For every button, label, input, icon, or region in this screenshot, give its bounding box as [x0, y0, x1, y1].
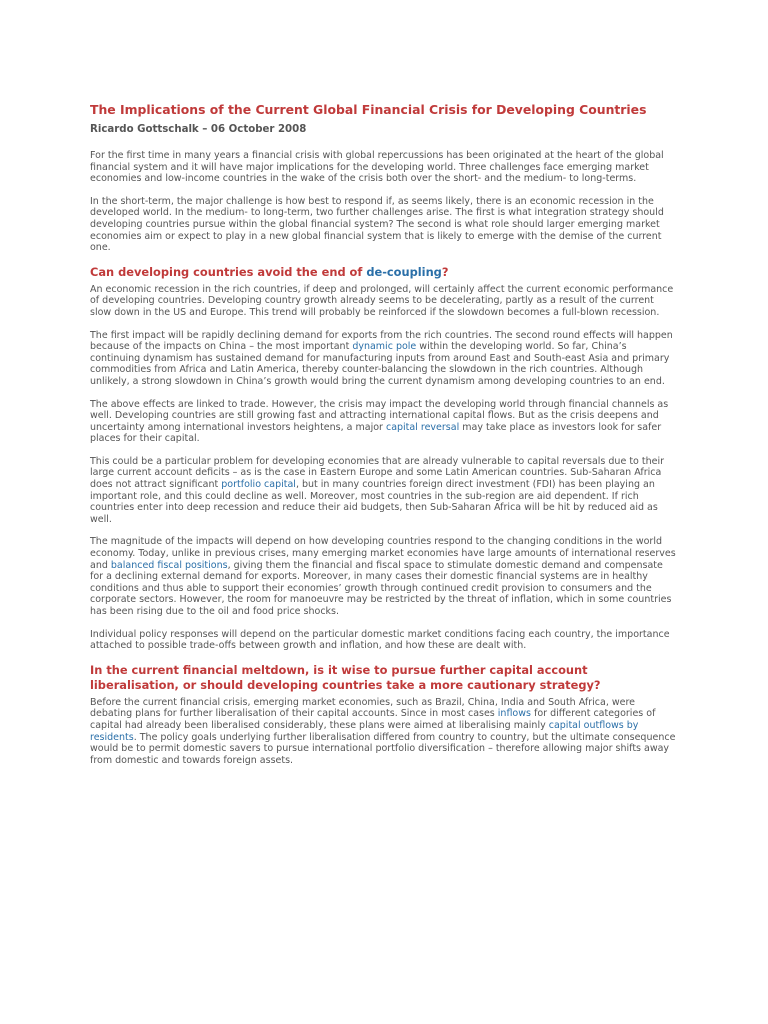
paragraph-text: The above effects are linked to trade. However, the crisis may impact the developing world through financial channels as well. Developing countries are still growing fast and attracting international capital flows. But as the crisis deepens and uncertainty among international investors heightens, a major [90, 398, 669, 433]
article-byline: Ricardo Gottschalk – 06 October 2008 [90, 124, 307, 135]
paragraph-text: , giving them the financial and fiscal space to stimulate domestic demand and compensate for a declining external demand for exports. Moreover, in many cases their domestic financial systems are in healthy conditions and thus able to support their economies’ growth through continued credit provision to consumers and the corporate sectors. However, the room for manoeuvre may be restricted by the threat of inflation, which in some countries has been rising due to the oil and food price shocks. [90, 559, 672, 617]
link-capital-outflows-by-residents[interactable]: capital outflows by residents [90, 719, 639, 743]
paragraph-text: , but in many countries foreign direct investment (FDI) has been playing an important role, and this could decline as well. Moreover, most countries in the sub-region are aid dependent. If rich countries enter into deep recession and reduce their aid budgets, then Sub-Saharan Africa will be hit by reduced aid as well. [90, 479, 658, 525]
link-dynamic-pole[interactable]: dynamic pole [352, 341, 417, 353]
paragraph-recession: An economic recession in the rich countries, if deep and prolonged, will certainly affect the current economic performance of developing countries. Developing country growth already seems to be decelerating, partly as a result of the current slow down in the US and Europe. This trend will probably be reinforced if the slowdown becomes a full-blown recession. [90, 283, 674, 318]
paragraph-first-impact [90, 330, 678, 388]
article-title: The Implications of the Current Global Financial Crisis for Developing Countries [90, 102, 647, 117]
paragraph-text: The first impact will be rapidly declining demand for exports from the rich countries. The second round effects will happen because of the impacts on China – the most important [90, 329, 673, 353]
paragraph-intro-2: In the short-term, the major challenge is how best to respond if, as seems likely, there is an economic recession in the developed world. In the medium- to long-term, two further challenges arise. The first is what integration strategy should developing countries pursue within the global financial system? The second is what role should larger emerging market economies aim or expect to play in a new global financial system that is likely to emerge with the demise of the current one. [90, 195, 664, 254]
article [90, 102, 678, 777]
paragraph-vulnerable-economies [90, 456, 678, 526]
heading-text-end: ? [441, 264, 449, 279]
heading-text: Can developing countries avoid the end of [90, 264, 367, 279]
section-heading-decoupling [90, 265, 678, 280]
paragraph-text: within the developing world. So far, China’s continuing dynamism has sustained demand for manufacturing inputs from around East and South-east Asia and primary commodities from Africa and Latin America, thereby counter-balancing the slowdown in the rich countries. Although unlikely, a strong slowdown in China’s growth would bring the current dynamism among developing countries to an end. [90, 341, 670, 387]
paragraph-text: may take place as investors look for safer places for their capital. [90, 421, 662, 445]
paragraph-text: This could be a particular problem for developing economies that are already vulnerable to capital reversals due to their large current account deficits – as is the case in Eastern Europe and some Latin American countries. Sub-Saharan Africa does not attract significant [90, 455, 665, 491]
link-de-coupling[interactable]: de-coupling [366, 264, 442, 279]
paragraph-text: . The policy goals underlying further liberalisation differed from country to country, but the ultimate consequence would be to permit domestic savers to pursue international portfolio diversification – therefore allowing major shifts away from domestic and towards foreign assets. [90, 731, 676, 766]
paragraph-text: for different categories of capital had already been liberalised considerably, these plans were aimed at liberalising mainly [90, 708, 656, 731]
link-portfolio-capital[interactable]: portfolio capital [221, 479, 296, 491]
section-heading-liberalisation: In the current financial meltdown, is it wise to pursue further capital account liberalisation, or should developing countries take a more cautionary strategy? [90, 662, 601, 692]
paragraph-policy-responses: Individual policy responses will depend on the particular domestic market conditions facing each country, the importance attached to possible trade-offs between growth and inflation, and how these are dealt with. [90, 628, 670, 652]
link-balanced-fiscal-positions[interactable]: balanced fiscal positions [110, 559, 228, 571]
paragraph-text: Before the current financial crisis, emerging market economies, such as Brazil, China, India and South Africa, were debating plans for further liberalisation of their capital accounts. Since in most cases [90, 696, 636, 720]
link-capital-reversal[interactable]: capital reversal [385, 421, 460, 433]
paragraph-intro-1: For the first time in many years a financial crisis with global repercussions has been originated at the heart of the global financial system and it will have major implications for the developing world. Three challenges face emerging market economies and low-income countries in the wake of the crisis both over the short- and the medium- to long-terms. [90, 150, 664, 185]
paragraph-text: The magnitude of the impacts will depend on how developing countries respond to the changing conditions in the world economy. Today, unlike in previous crises, many emerging market economies have large amounts of international reserves and [90, 536, 676, 571]
link-inflows[interactable]: inflows [497, 708, 531, 720]
paragraph-before-crisis [90, 697, 678, 767]
paragraph-financial-channels [90, 399, 678, 445]
paragraph-magnitude [90, 536, 678, 617]
